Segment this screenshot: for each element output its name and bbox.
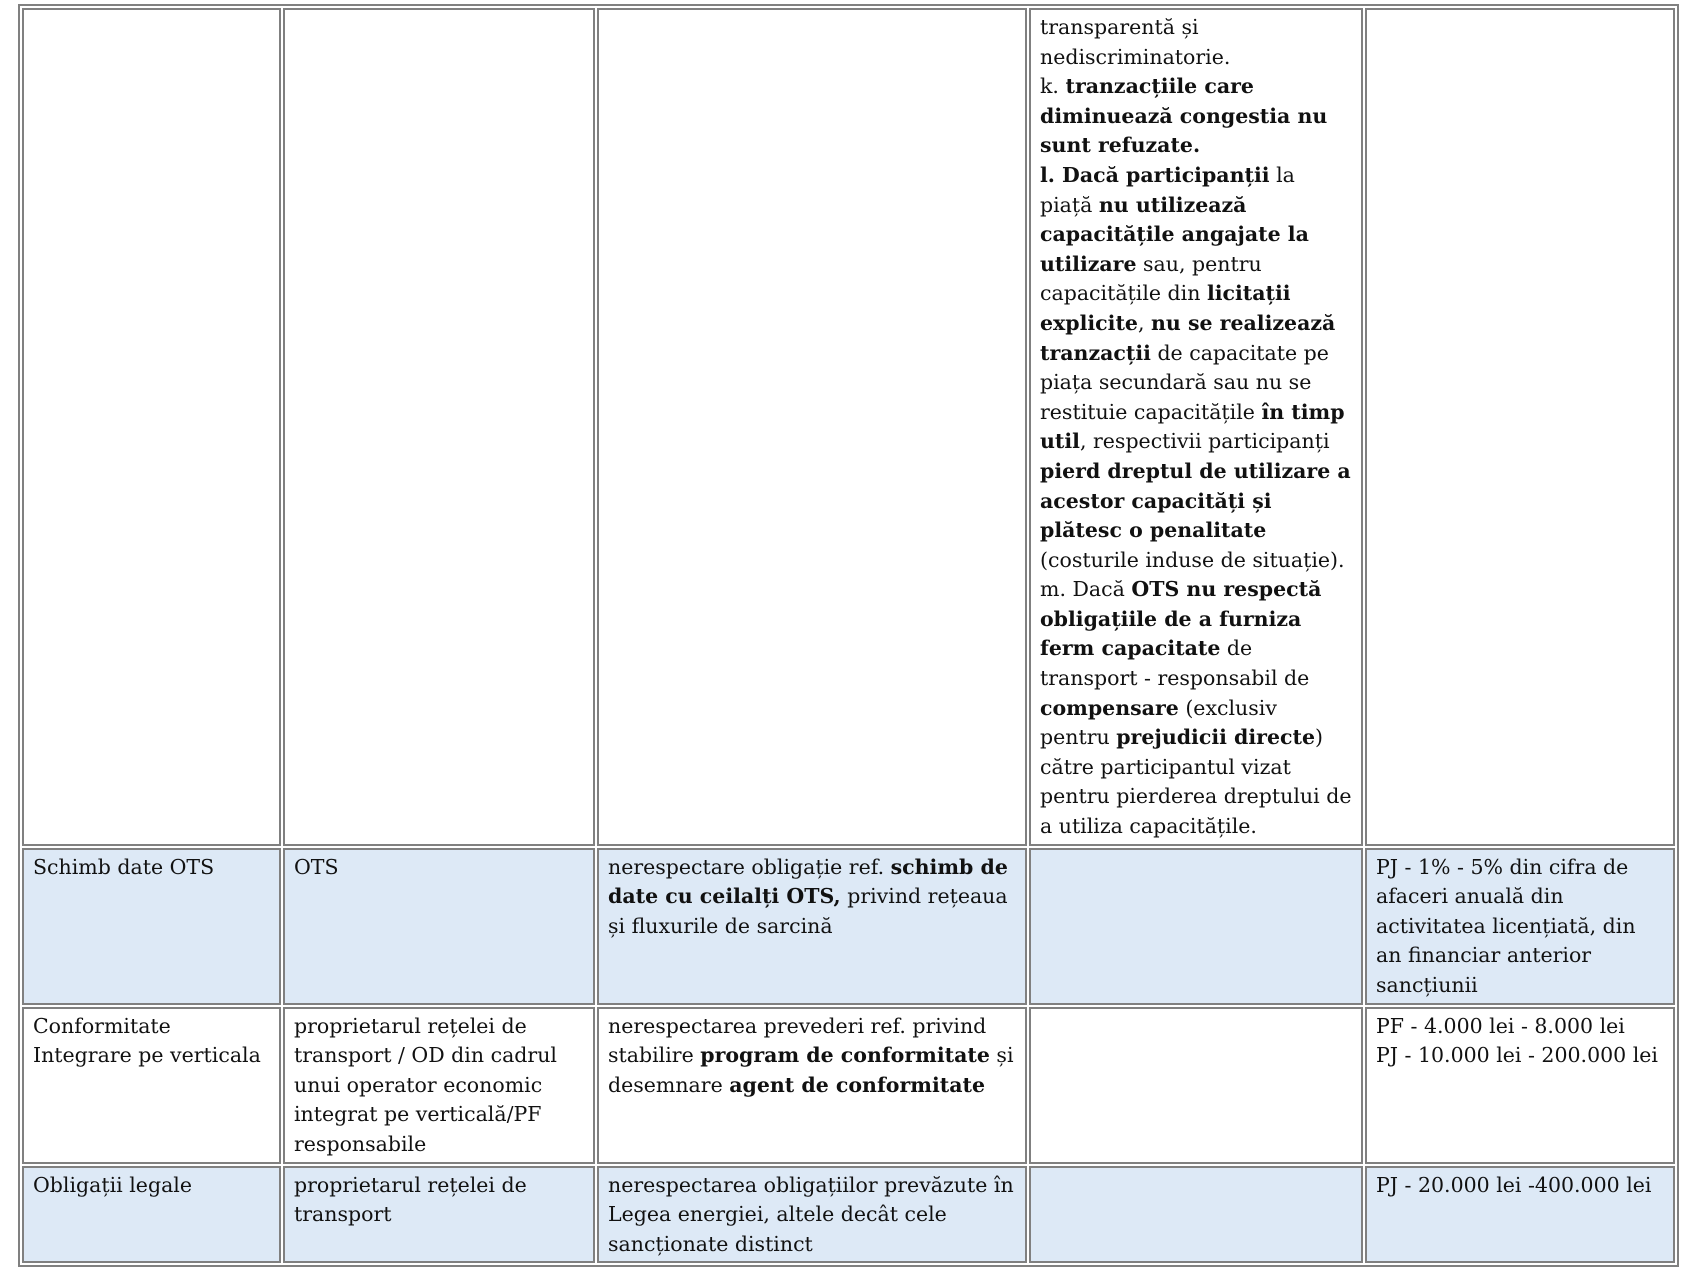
cell-subject: proprietarul rețelei de transport / OD din cadrul unui operator economic integrat pe verticală/PF responsabile <box>283 1007 595 1164</box>
bold-text: tranzacțiile care diminuează congestia nu sunt refuzate. <box>1040 74 1328 158</box>
table-row <box>22 8 1675 846</box>
cell-offense <box>597 848 1027 1005</box>
text: (exclusiv pentru <box>1040 695 1277 750</box>
cell-offense <box>597 1007 1027 1164</box>
cell-empty <box>1365 8 1675 846</box>
rich-paragraphs <box>1040 13 1353 842</box>
bold-text: nu se realizează tranzacții <box>1040 310 1336 365</box>
text-line: PJ - 10.000 lei - 200.000 lei <box>1376 1043 1658 1068</box>
sanctions-table <box>18 4 1679 1267</box>
cell-subject: proprietarul rețelei de transport <box>283 1166 595 1264</box>
paragraph <box>1040 575 1353 841</box>
text: și desemnare <box>608 1043 1014 1097</box>
text: de capacitate pe piața secundară sau nu se restituie capacitățile <box>1040 340 1329 424</box>
text: k. <box>1040 74 1066 99</box>
document-page <box>18 4 1679 1267</box>
text: transparentă și nediscriminatorie. <box>1040 15 1231 69</box>
text-line: PF - 4.000 lei - 8.000 lei <box>1376 1013 1625 1038</box>
text: m. Dacă <box>1040 577 1132 602</box>
cell-topic: Obligații legale <box>22 1166 281 1264</box>
table-row <box>22 848 1675 1005</box>
bold-text: l. Dacă participanții <box>1040 162 1270 187</box>
bold-text: în timp util <box>1040 399 1345 454</box>
text: (costurile induse de situație). <box>1040 547 1345 572</box>
text: de transport - responsabil de <box>1040 636 1310 691</box>
cell-empty <box>1029 848 1363 1005</box>
cell-rules-text <box>1029 8 1363 846</box>
bold-text: schimb de date cu ceilalți OTS, <box>608 854 1008 909</box>
cell-penalty: PJ - 20.000 lei -400.000 lei <box>1365 1166 1675 1264</box>
cell-topic: Schimb date OTS <box>22 848 281 1005</box>
text: sau, pentru capacitățile din <box>1040 251 1262 306</box>
text: privind rețeaua și fluxurile de sarcină <box>608 884 1008 938</box>
bold-text: nu utilizează capacitățile angajate la utilizare <box>1040 192 1309 276</box>
cell-empty <box>597 8 1027 846</box>
table-row <box>22 1007 1675 1164</box>
bold-text: agent de conformitate <box>729 1072 985 1097</box>
text: nerespectare obligație ref. <box>608 854 891 879</box>
bold-text: pierd dreptul de utilizare a acestor capacități și plătesc o penalitate <box>1040 458 1351 543</box>
text: , <box>1137 310 1152 335</box>
bold-text: prejudicii directe <box>1116 725 1315 750</box>
text-line: Conformitate <box>33 1013 171 1038</box>
bold-text: program de conformitate <box>700 1043 990 1068</box>
cell-subject: OTS <box>283 848 595 1005</box>
cell-empty <box>283 8 595 846</box>
bold-text: compensare <box>1040 695 1179 720</box>
cell-empty <box>1029 1007 1363 1164</box>
text: la piață <box>1040 162 1295 217</box>
text-line: Integrare pe verticala <box>33 1043 261 1068</box>
cell-empty <box>22 8 281 846</box>
bold-text: licitații explicite <box>1040 281 1291 335</box>
cell-offense: nerespectarea obligațiilor prevăzute în Legea energiei, altele decât cele sancționate distinct <box>597 1166 1027 1264</box>
paragraph <box>1040 72 1353 161</box>
text: ) către participantul vizat pentru pierderea dreptului de a utiliza capacitățile. <box>1040 725 1352 839</box>
text: , respectivii participanți <box>1079 429 1330 454</box>
text: nerespectarea prevederi ref. privind stabilire <box>608 1013 987 1068</box>
cell-penalty <box>1365 1007 1675 1164</box>
paragraph <box>1040 161 1353 575</box>
cell-empty <box>1029 1166 1363 1264</box>
cell-penalty: PJ - 1% - 5% din cifra de afaceri anuală din activitatea licențiată, din an financiar anterior sancțiunii <box>1365 848 1675 1005</box>
table-row <box>22 1166 1675 1264</box>
bold-text: OTS nu respectă obligațiile de a furniza ferm capacitate <box>1040 577 1322 661</box>
cell-topic <box>22 1007 281 1164</box>
paragraph <box>1040 13 1353 72</box>
